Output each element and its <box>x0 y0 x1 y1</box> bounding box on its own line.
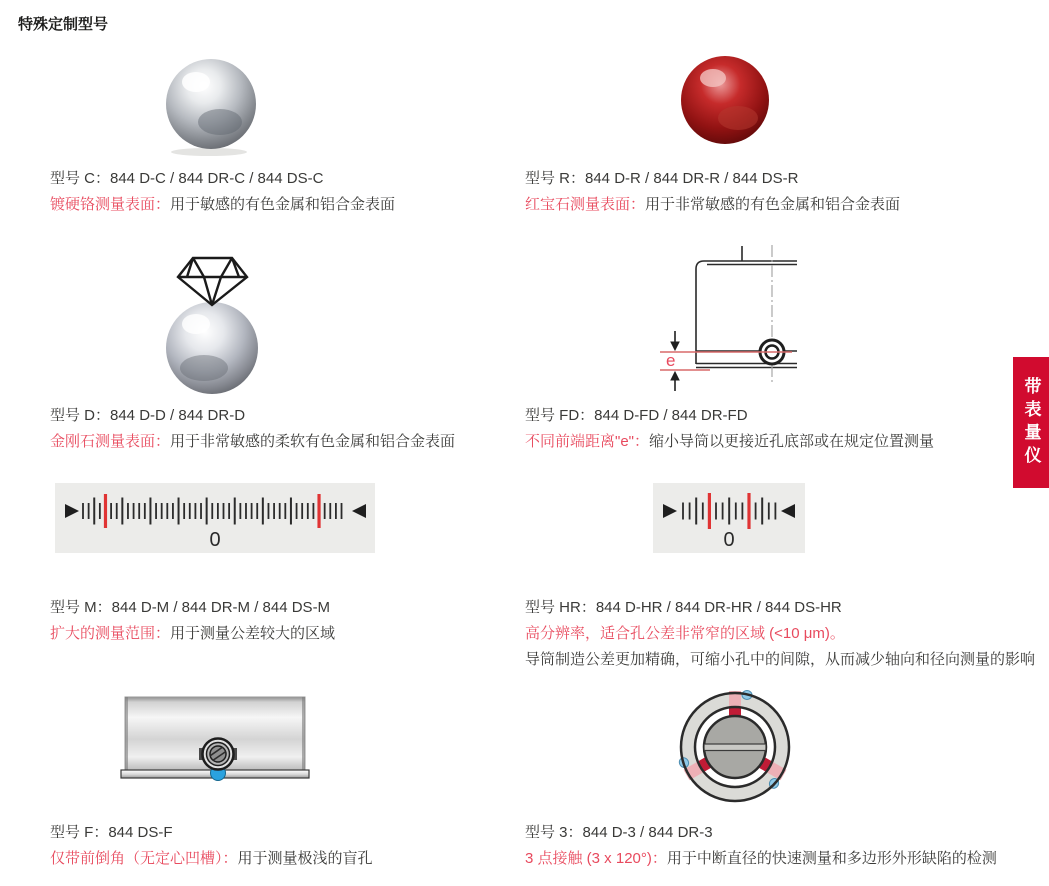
feature-label: 金刚石测量表面： <box>50 433 171 450</box>
ruby-ball-image <box>678 52 774 152</box>
model-line: 型号 M：844 D-M / 844 DR-M / 844 DS-M <box>50 599 331 616</box>
caption-model-c <box>50 166 395 218</box>
scale-ticks <box>683 493 775 529</box>
dimension-label: e <box>666 351 676 370</box>
chrome-ball-image <box>160 52 262 158</box>
model-line: 型号 R：844 D-R / 844 DR-R / 844 DS-R <box>525 170 799 187</box>
caption-model-d <box>50 403 455 455</box>
left-pointer-icon <box>663 504 677 518</box>
diamond-ball-image <box>160 250 265 400</box>
reflection <box>180 355 228 381</box>
highlight <box>182 314 210 334</box>
front-distance-drawing <box>645 243 820 393</box>
description-line <box>50 846 373 872</box>
model-line: 型号 F：844 DS-F <box>50 824 173 841</box>
feature-label: 3 点接触 (3 x 120°)： <box>525 850 667 867</box>
feature-label: 红宝石测量表面： <box>525 196 646 213</box>
feature-description: 缩小导筒以更接近孔底部或在规定位置测量 <box>649 433 935 450</box>
description-line <box>525 621 1035 647</box>
front-chamfer-cylinder-image <box>115 688 315 808</box>
disc-slot <box>702 744 768 751</box>
right-pointer-icon <box>781 504 795 518</box>
left-pointer-icon <box>65 504 79 518</box>
caption-model-r <box>525 166 900 218</box>
description-line <box>50 192 395 218</box>
description-line <box>525 192 900 218</box>
ruby-ball <box>681 56 769 144</box>
reflection <box>718 106 758 130</box>
model-line: 型号 3：844 D-3 / 844 DR-3 <box>525 824 713 841</box>
wide-measuring-scale-image <box>55 483 375 553</box>
page-title: 特殊定制型号 <box>18 16 109 33</box>
right-edge <box>302 697 305 770</box>
feature-description: 用于非常敏感的有色金属和铝合金表面 <box>645 196 901 213</box>
description-line <box>50 429 455 455</box>
scale-ticks <box>83 494 342 528</box>
feature-label: 高分辨率，适合孔公差非常窄的区域 (<10 μm)。 <box>525 625 845 642</box>
ball-shadow <box>171 148 247 156</box>
model-line: 型号 HR：844 D-HR / 844 DR-HR / 844 DS-HR <box>525 599 842 616</box>
right-pointer-icon <box>352 504 366 518</box>
feature-description: 用于测量极浅的盲孔 <box>237 850 373 867</box>
three-point-contact-image <box>676 688 794 806</box>
caption-model-hr <box>525 595 1035 673</box>
model-line: 型号 C：844 D-C / 844 DR-C / 844 DS-C <box>50 170 324 187</box>
feature-description: 用于非常敏感的柔软有色金属和铝合金表面 <box>170 433 456 450</box>
description-line <box>525 429 934 455</box>
model-line: 型号 FD：844 D-FD / 844 DR-FD <box>525 407 748 424</box>
scale-zero-label: 0 <box>209 529 221 551</box>
feature-label: 仅带前倒角（无定心凹槽）： <box>50 850 238 867</box>
caption-model-3 <box>525 820 997 872</box>
model-line: 型号 D：844 D-D / 844 DR-D <box>50 407 246 424</box>
reflection <box>198 109 242 135</box>
caption-model-fd <box>525 403 934 455</box>
caption-model-f <box>50 820 373 872</box>
left-edge <box>125 697 128 770</box>
feature-label: 不同前端距离"e"： <box>525 433 649 450</box>
diamond-outline <box>178 258 247 305</box>
feature-description: 用于中断直径的快速测量和多边形外形缺陷的检测 <box>666 850 997 867</box>
side-tab-dial-bore-gauges: 带表量仪 <box>1013 357 1049 488</box>
caption-model-m <box>50 595 335 647</box>
chrome-ball <box>166 59 256 149</box>
note-line: 导筒制造公差更加精确，可缩小孔中的间隙，从而减少轴向和径向测量的影响 <box>525 651 1036 668</box>
feature-label: 扩大的测量范围： <box>50 625 171 642</box>
feature-label: 镀硬铬测量表面： <box>50 196 171 213</box>
highlight <box>700 69 726 87</box>
highlight <box>182 72 210 92</box>
feature-description: 用于测量公差较大的区域 <box>170 625 336 642</box>
description-line <box>50 621 335 647</box>
scale-zero-label: 0 <box>723 529 735 551</box>
feature-description: 用于敏感的有色金属和铝合金表面 <box>170 196 396 213</box>
description-line <box>525 846 997 872</box>
high-resolution-scale-image <box>653 483 805 553</box>
